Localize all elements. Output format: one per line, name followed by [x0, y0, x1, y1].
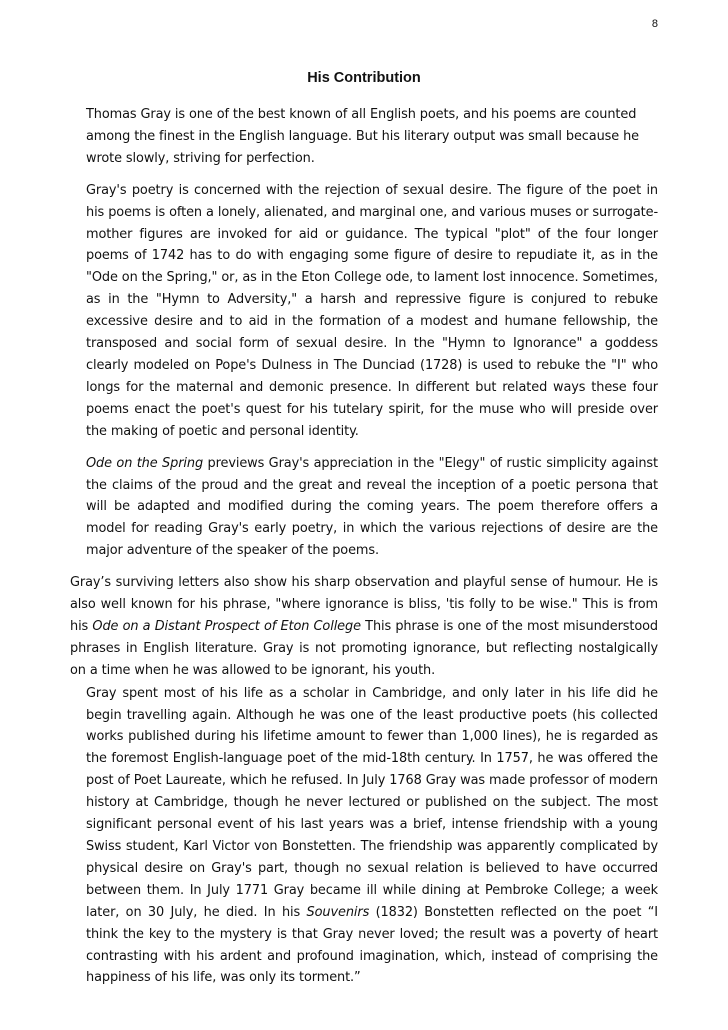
- page-title: His Contribution: [307, 70, 421, 86]
- paragraph-1: [70, 104, 658, 170]
- page-number: 8: [651, 18, 658, 30]
- paragraph-2: [70, 180, 658, 443]
- paragraph-5-text-after: (1832) Bonstetten reflected on the poet “I think the key to the mystery is that Gray never loved; the result was a poverty of heart contrasting with his ardent and profound imagination, which, instead of comprising the happiness of his life, was only its torment.”: [86, 904, 658, 986]
- paragraph-1-text: Thomas Gray is one of the best known of all English poets, and his poems are counted among the finest in the English language. But his literary output was small because he wrote slowly, striving for perfection.: [86, 107, 640, 166]
- paragraph-4-italic-title: Ode on a Distant Prospect of Eton College: [92, 618, 361, 634]
- paragraph-2-text: Gray's poetry is concerned with the rejection of sexual desire. The figure of the poet in his poems is often a lonely, alienated, and marginal one, and various muses or surrogate-mother figures are invoked for aid or guidance. The typical "plot" of the four longer poems of 1742 has to do with engaging some figure of desire to repudiate it, as in the "Ode on the Spring," or, as in the Eton College ode, to lament lost innocence. Sometimes, as in the "Hymn to Adversity," a harsh and repressive figure is conjured to rebuke excessive desire and to aid in the formation of a modest and humane fellowship, the transposed and social form of sexual desire. In the "Hymn to Ignorance" a goddess clearly modeled on Pope's Dulness in The Dunciad (1728) is used to rebuke the "I" who longs for the maternal and demonic presence. In different but related ways these four poems enact the poet's quest for his tutelary spirit, for the muse who will preside over the making of poetic and personal identity.: [86, 182, 658, 439]
- paragraph-3-text: previews Gray's appreciation in the "Elegy" of rustic simplicity against the claims of the proud and the great and reveal the inception of a poetic persona that will be adapted and modified during the coming years. The poem therefore offers a model for reading Gray's early poetry, in which the various rejections of desire are the major adventure of the speaker of the poems.: [86, 455, 659, 559]
- paragraph-4-text-after: This phrase is one of the most misunderstood phrases in English literature. Gray is not promoting ignorance, but reflecting nostalgically on a time when he was allowed to be ignorant, his youth.: [70, 618, 659, 678]
- paragraph-5-text-before: Gray spent most of his life as a scholar in Cambridge, and only later in his life did he begin travelling again. Although he was one of the least productive poets (his collected works published during his lifetime amount to fewer than 1,000 lines), he is regarded as the foremost English-language poet of the mid-18th century. In 1757, he was offered the post of Poet Laureate, which he refused. In July 1768 Gray was made professor of modern history at Cambridge, though he never lectured or published on the subject. The most significant personal event of his last years was a brief, intense friendship with a young Swiss student, Karl Victor von Bonstetten. The friendship was apparently complicated by physical desire on Gray's part, though no sexual relation is believed to have occurred between them. In July 1771 Gray became ill while dining at Pembroke College; a week later, on 30 July, he died. In his: [86, 685, 658, 920]
- paragraph-5-italic-title: Souvenirs: [306, 904, 370, 920]
- paragraph-4-text-before: Gray’s surviving letters also show his sharp observation and playful sense of humour. He is also well known for his phrase, "where ignorance is bliss, 'tis folly to be wise." This is from his: [70, 575, 658, 634]
- paragraph-3: [70, 453, 658, 563]
- paragraph-5: [70, 683, 658, 990]
- body-text: [70, 104, 658, 989]
- paragraph-3-italic-title: Ode on the Spring: [86, 455, 204, 471]
- paragraph-4: [70, 572, 658, 682]
